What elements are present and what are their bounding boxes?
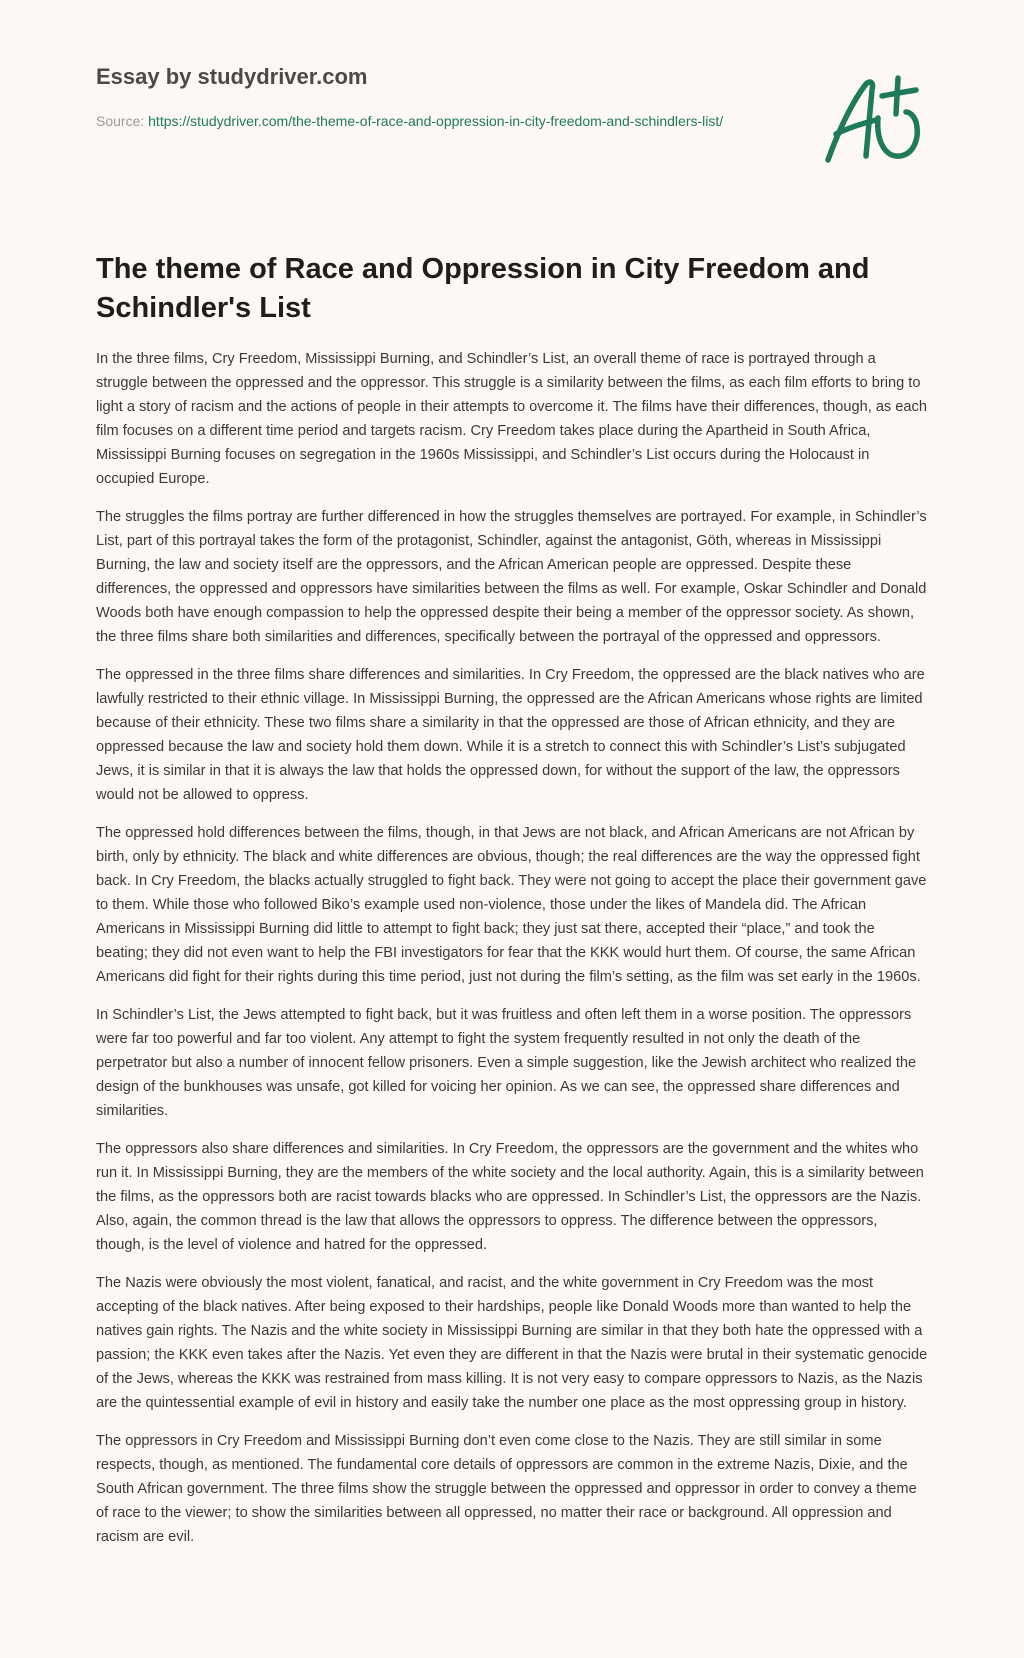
article-paragraph: The Nazis were obviously the most violent, fanatical, and racist, and the white government in Cry Freedom was the most accepting of the black natives. After being exposed to their hardships, people like Donald Woods more than wanted to help the natives gain rights. The Nazis and the white society in Mississippi Burning are similar in that they both hate the oppressed with a passion; the KKK even takes after the Nazis. Yet even they are different in that the Nazis were brutal in their systematic genocide of the Jews, whereas the KKK was restrained from mass killing. It is not very easy to compare oppressors to Nazis, as the Nazis are the quintessential example of evil in history and easily take the number one place as the most oppressing group in history.	[96, 1275, 928, 1411]
article-paragraph: The oppressors in Cry Freedom and Mississippi Burning don’t even come close to the Nazis. They are still similar in some respects, though, as mentioned. The fundamental core details of oppressors are common in the extreme Nazis, Dixie, and the South African government. The three films show the struggle between the oppressed and oppressor in order to convey a theme of race to the viewer; to show the similarities between all oppressed, no matter their race or background. All oppression and racism are evil.	[96, 1433, 917, 1545]
logo-swash	[878, 112, 917, 156]
article-paragraph: The oppressed hold differences between the films, though, in that Jews are not black, and African Americans are not African by birth, only by ethnicity. The black and white differences are obvious, though; the real differences are the way the oppressed fight back. In Cry Freedom, the blacks actually struggled to fight back. They were not going to accept the place their government gave to them. While those who followed Biko’s example used non-violence, those under the likes of Mandela did. The African Americans in Mississippi Burning did little to attempt to fight back; they just sat there, accepted their “place,” and took the beating; they did not even want to help the FBI investigators for fear that the KKK would hurt them. Of course, the same African Americans did fight for their rights during this time period, just not during the film’s setting, as the film was set early in the 1960s.	[96, 825, 927, 985]
article-title: The theme of Race and Oppression in City Freedom and Schindler's List	[96, 253, 870, 324]
source-line	[96, 110, 736, 132]
source-label: Source:	[96, 113, 149, 129]
a-plus-logo-icon	[820, 72, 930, 168]
article-paragraph: The oppressors also share differences and similarities. In Cry Freedom, the oppressors are the government and the whites who run it. In Mississippi Burning, they are the members of the white society and the local authority. Again, this is a similarity between the films, as the oppressors both are racist towards blacks who are oppressed. In Schindler’s List, the oppressors are the Nazis. Also, again, the common thread is the law that allows the oppressors to oppress. The difference between the oppressors, though, is the level of violence and hatred for the oppressed.	[96, 1141, 924, 1253]
article-paragraph: The oppressed in the three films share differences and similarities. In Cry Freedom, the oppressed are the black natives who are lawfully restricted to their ethnic village. In Mississippi Burning, the oppressed are the African Americans whose rights are limited because of their ethnicity. These two films share a similarity in that the oppressed are those of African ethnicity, and they are oppressed because the law and society hold them down. While it is a stretch to connect this with Schindler’s List’s subjugated Jews, it is similar in that it is always the law that holds the oppressed down, for without the support of the law, the oppressors would not be allowed to oppress.	[96, 667, 925, 803]
source-link[interactable]: https://studydriver.com/the-theme-of-race-and-oppression-in-city-freedom-and-schindlers-list/	[148, 113, 724, 129]
article-paragraph: In the three films, Cry Freedom, Mississippi Burning, and Schindler’s List, an overall theme of race is portrayed through a struggle between the oppressed and the oppressor. This struggle is a similarity between the films, as each film efforts to bring to light a story of racism and the actions of people in their attempts to overcome it. The films have their differences, though, as each film focuses on a different time period and targets racism. Cry Freedom takes place during the Apartheid in South Africa, Mississippi Burning focuses on segregation in the 1960s Mississippi, and Schindler’s List occurs during the Holocaust in occupied Europe.	[96, 351, 927, 487]
article-paragraph: In Schindler’s List, the Jews attempted to fight back, but it was fruitless and often left them in a worse position. The oppressors were far too powerful and far too violent. Any attempt to fight the system frequently resulted in not only the death of the perpetrator but also a number of innocent fellow prisoners. Even a simple suggestion, like the Jewish architect who realized the design of the bunkhouses was unsafe, got killed for voicing her opinion. As we can see, the oppressed share differences and similarities.	[96, 1007, 917, 1119]
site-title: Essay by studydriver.com	[96, 64, 368, 89]
logo-plus-horizontal	[882, 90, 916, 96]
header	[96, 60, 736, 132]
article	[96, 250, 928, 1563]
article-paragraph: The struggles the films portray are further differenced in how the struggles themselves are portrayed. For example, in Schindler’s List, part of this portrayal takes the form of the protagonist, Schindler, against the antagonist, Göth, whereas in Mississippi Burning, the law and society itself are the oppressors, and the African American people are oppressed. Despite these differences, the oppressed and oppressors have similarities between the films as well. For example, Oskar Schindler and Donald Woods both have enough compassion to help the oppressed despite their being a member of the oppressor society. As shown, the three films share both similarities and differences, specifically between the portrayal of the oppressed and oppressors.	[96, 509, 927, 645]
